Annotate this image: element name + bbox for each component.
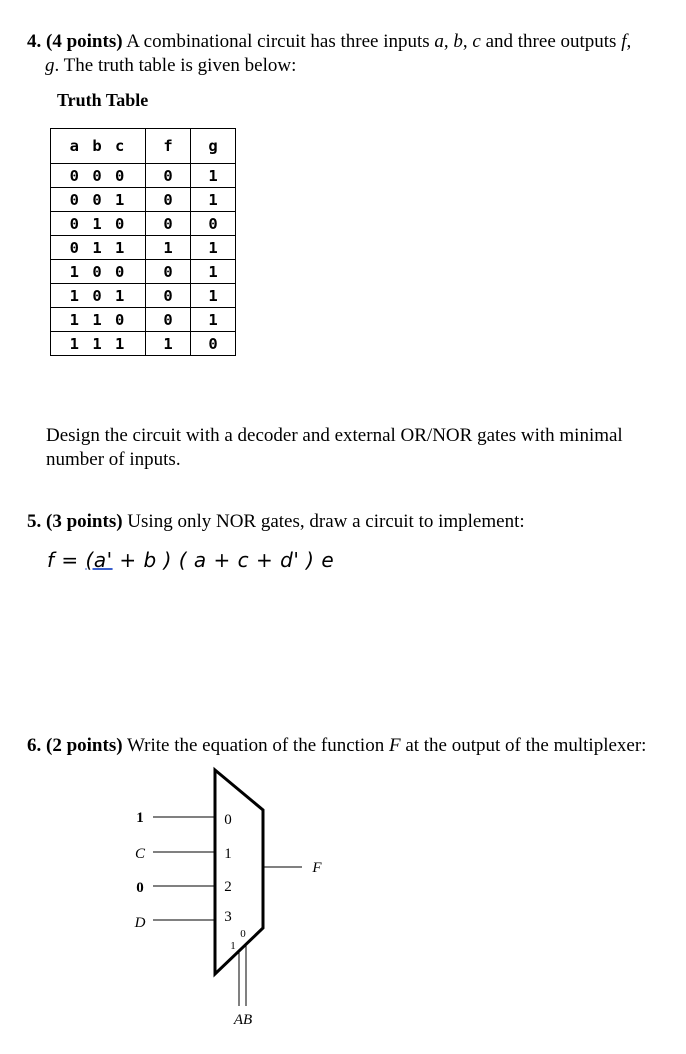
- q4-points: (4 points): [46, 31, 123, 52]
- q6-text-2: at the output of the multiplexer:: [400, 735, 647, 756]
- cell-g: 1: [191, 188, 236, 212]
- table-row: [51, 236, 236, 260]
- table-row: [51, 332, 236, 356]
- cell-f: 1: [146, 332, 191, 356]
- q5-statement: [27, 510, 525, 534]
- cell-abc: 0 0 1: [51, 188, 146, 212]
- mux-port-label-2: 2: [224, 879, 232, 895]
- q6-number: 6.: [27, 735, 42, 756]
- mux-input-label-0: 1: [136, 810, 144, 826]
- cell-g: 1: [191, 284, 236, 308]
- q4-text-2: and three outputs: [480, 31, 622, 52]
- truth-table: [50, 128, 236, 356]
- header-g: g: [191, 129, 236, 164]
- cell-g: 0: [191, 212, 236, 236]
- mux-port-label-3: 3: [224, 909, 232, 925]
- cell-f: 0: [146, 260, 191, 284]
- mux-select-inputs-label: AB: [233, 1012, 253, 1028]
- cell-f: 0: [146, 284, 191, 308]
- q5-points: (3 points): [46, 511, 123, 532]
- mux-port-label-0: 0: [224, 812, 232, 828]
- q4-var-f: f: [621, 31, 627, 52]
- q4-design-instruction: Design the circuit with a decoder and external OR/NOR gates with minimal number of inputs.: [46, 425, 623, 470]
- q5-text: Using only NOR gates, draw a circuit to implement:: [127, 511, 525, 532]
- cell-f: 0: [146, 164, 191, 188]
- q6-var-F: F: [388, 735, 401, 756]
- cell-f: 0: [146, 212, 191, 236]
- table-row: [51, 260, 236, 284]
- table-row: [51, 284, 236, 308]
- q4-statement: [27, 30, 667, 78]
- cell-abc: 0 1 1: [51, 236, 146, 260]
- header-f: f: [146, 129, 191, 164]
- cell-abc: 1 1 1: [51, 332, 146, 356]
- q4-text-3: . The truth table is given below:: [54, 55, 297, 76]
- cell-f: 1: [146, 236, 191, 260]
- mux-select-label-1: 1: [230, 940, 236, 952]
- cell-g: 1: [191, 236, 236, 260]
- q4-var-b: b: [453, 31, 463, 52]
- q6-points: (2 points): [46, 735, 123, 756]
- q4-number: 4.: [27, 31, 42, 52]
- cell-abc: 0 0 0: [51, 164, 146, 188]
- q6-text-1: Write the equation of the function: [126, 735, 389, 756]
- q4-var-g: g: [45, 55, 55, 76]
- q4-continuation: [27, 54, 667, 78]
- multiplexer-diagram: [0, 760, 686, 1040]
- cell-g: 1: [191, 164, 236, 188]
- q5-eq-prefix: f =: [47, 548, 86, 572]
- q5-eq-rest: + b ) ( a + c + d' ) e: [112, 548, 335, 572]
- mux-body: [215, 770, 263, 974]
- table-row: [51, 308, 236, 332]
- q6-statement: [27, 734, 686, 758]
- q5-eq-underlined: (a': [85, 548, 113, 572]
- cell-abc: 1 0 1: [51, 284, 146, 308]
- table-row: [51, 212, 236, 236]
- cell-g: 1: [191, 308, 236, 332]
- q4-var-c: c: [472, 31, 481, 52]
- cell-abc: 1 0 0: [51, 260, 146, 284]
- cell-g: 0: [191, 332, 236, 356]
- cell-abc: 1 1 0: [51, 308, 146, 332]
- mux-output-label: F: [312, 860, 322, 876]
- mux-input-label-1: C: [134, 846, 146, 862]
- mux-select-label-0: 0: [240, 928, 246, 940]
- cell-f: 0: [146, 308, 191, 332]
- q5-equation: [47, 548, 334, 572]
- q4-sep: ,: [443, 31, 454, 52]
- cell-f: 0: [146, 188, 191, 212]
- header-abc: a b c: [51, 129, 146, 164]
- table-row: [51, 188, 236, 212]
- q4-sep: ,: [626, 31, 632, 52]
- truth-table-header-row: [51, 129, 236, 164]
- q4-text-1: A combinational circuit has three inputs: [126, 31, 435, 52]
- truth-table-caption: Truth Table: [57, 90, 149, 110]
- mux-port-label-1: 1: [224, 846, 232, 862]
- mux-input-label-2: 0: [136, 880, 144, 896]
- q4-sep: ,: [462, 31, 473, 52]
- cell-g: 1: [191, 260, 236, 284]
- q5-number: 5.: [27, 511, 42, 532]
- cell-abc: 0 1 0: [51, 212, 146, 236]
- mux-input-label-3: D: [134, 915, 146, 931]
- table-row: [51, 164, 236, 188]
- q4-var-a: a: [434, 31, 444, 52]
